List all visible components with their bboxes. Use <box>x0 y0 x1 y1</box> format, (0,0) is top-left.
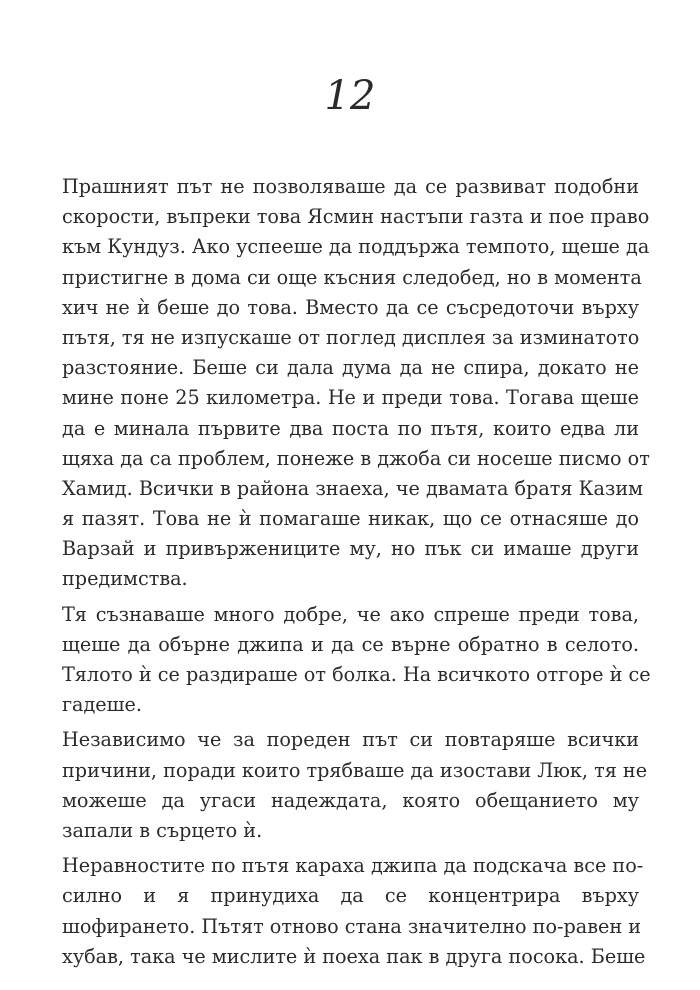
text-line: към Кундуз. Ако успееше да поддържа темпото, щеше да <box>62 235 650 259</box>
paragraph <box>62 851 646 972</box>
text-line: щяха да са проблем, понеже в джоба си носеше писмо от <box>62 446 650 470</box>
text-line: мине поне 25 километра. Не и преди това. Тогава щеше <box>62 386 639 410</box>
chapter-body-text <box>62 172 651 977</box>
text-line: гадеше. <box>62 693 142 717</box>
text-line: Прашният път не позволяваше да се развиват подобни <box>62 175 639 198</box>
text-line: пристигне в дома си още късния следобед, но в момента <box>62 265 642 289</box>
text-line: Неравностите по пътя караха джипа да подскача все по- <box>62 854 644 878</box>
text-line: можеше да угаси надеждата, която обещанието му <box>62 788 639 812</box>
text-line: да е минала първите два поста по пътя, които едва ли <box>62 416 639 440</box>
text-line: хубав, така че мислите ѝ поеха пак в друга посока. Беше <box>62 944 646 968</box>
text-line: разстояние. Беше си дала дума да не спира, докато не <box>62 356 639 380</box>
text-line: Хамид. Всички в района знаеха, че двамата братя Казим <box>62 476 644 500</box>
text-line: щеше да обърне джипа и да се върне обратно в селото. <box>62 632 639 656</box>
text-line: скорости, въпреки това Ясмин настъпи газта и пое право <box>62 205 650 229</box>
text-line: силно и я принудиха да се концентрира върху <box>62 884 639 908</box>
text-line: причини, поради които трябваше да изостави Люк, тя не <box>62 758 648 782</box>
text-line: я пазят. Това не ѝ помагаше никак, що се отнасяше до <box>62 507 639 531</box>
text-line: пътя, тя не изпускаше от поглед дисплея за изминатото <box>62 325 640 349</box>
text-line: шофирането. Пътят отново стана значително по-равен и <box>62 914 642 938</box>
paragraph <box>62 725 648 846</box>
text-line: Независимо че за пореден път си повтаряше всички <box>62 728 639 752</box>
paragraph <box>62 600 651 721</box>
paragraph <box>62 172 650 595</box>
text-line: Тя съзнаваше много добре, че ако спреше преди това, <box>62 602 639 626</box>
text-line: Варзай и привържениците му, но пък си имаше други <box>62 537 639 561</box>
text-line: предимства. <box>62 567 188 591</box>
text-line: Тялото ѝ се раздираше от болка. На всичкото отгоре ѝ се <box>62 663 651 686</box>
chapter-number: 12 <box>324 73 376 119</box>
text-line: запали в сърцето ѝ. <box>62 818 263 842</box>
text-line: хич не ѝ беше до това. Вместо да се съсредоточи върху <box>62 295 639 319</box>
